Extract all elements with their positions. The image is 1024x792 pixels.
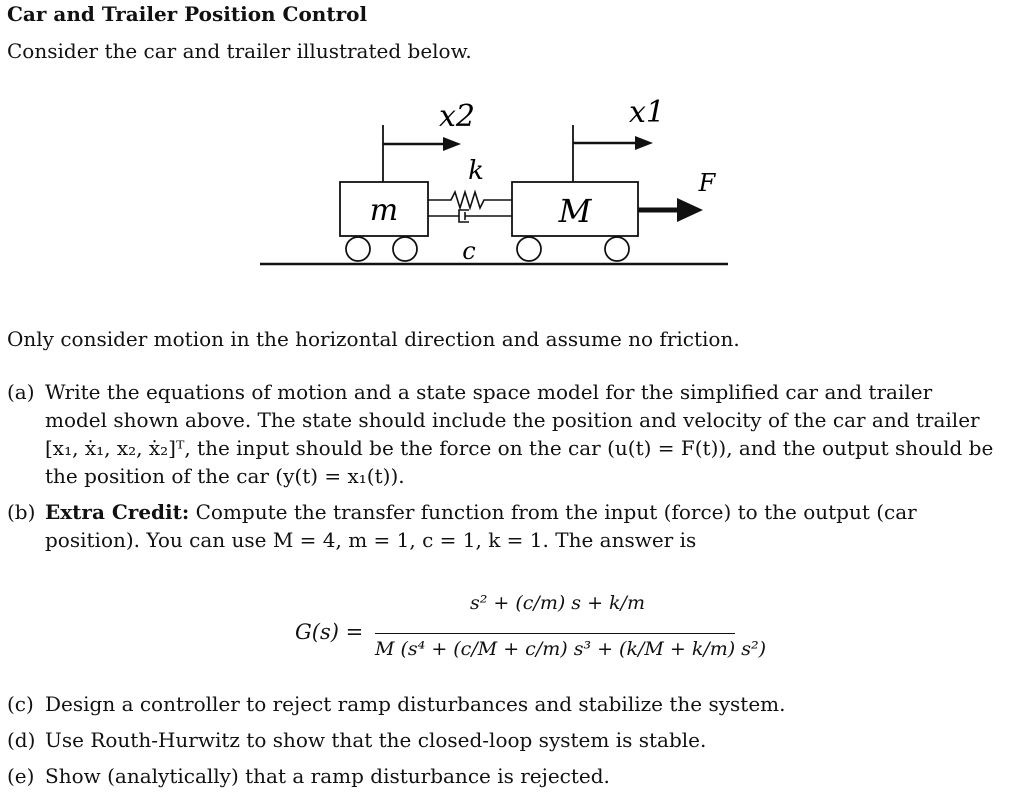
part-a-text: Write the equations of motion and a state space model for the simplified car and trailer model shown above. The state should include the position and velocity of the car and trailer [x₁, ẋ₁, x₂, ẋ₂]ᵀ, the input should be the force on the car (u(t) = F(t)), and the output should be the position of the car (y(t) = x₁(t)). <box>45 380 994 488</box>
extra-credit-label: Extra Credit: <box>45 500 190 524</box>
x1-label: x1 <box>628 96 666 130</box>
part-b-body <box>45 498 995 554</box>
fraction-bar <box>375 633 735 634</box>
trailer-mass-label: m <box>369 193 399 228</box>
part-d-label: (d) <box>7 728 36 752</box>
problem-title: Car and Trailer Position Control <box>7 2 368 26</box>
intro-text: Consider the car and trailer illustrated below. <box>7 39 472 63</box>
part-e-text: Show (analytically) that a ramp disturbance is rejected. <box>45 764 610 788</box>
assumption-note: Only consider motion in the horizontal direction and assume no friction. <box>7 327 740 351</box>
car-wheel-right <box>605 237 629 261</box>
x2-label: x2 <box>438 99 476 134</box>
equation-numerator: s² + (c/m) s + k/m <box>470 592 645 614</box>
equation-denominator: M (s⁴ + (c/M + c/m) s³ + (k/M + k/m) s²) <box>375 638 767 660</box>
part-c-text: Design a controller to reject ramp disturbances and stabilize the system. <box>45 692 786 716</box>
trailer-wheel-left <box>346 237 370 261</box>
part-b-text: Compute the transfer function from the input (force) to the output (car position). You can use M = 4, m = 1, c = 1, k = 1. The answer is <box>45 500 917 552</box>
equation-lhs: G(s) = <box>295 620 364 644</box>
car-mass-label: M <box>558 192 592 230</box>
part-b-label: (b) <box>7 500 36 524</box>
damper <box>428 210 512 222</box>
part-e-label: (e) <box>7 764 35 788</box>
force-label: F <box>698 169 716 197</box>
part-c-label: (c) <box>7 692 34 716</box>
part-d-text: Use Routh-Hurwitz to show that the closed-loop system is stable. <box>45 728 707 752</box>
damper-label: c <box>462 237 476 265</box>
part-a-label: (a) <box>7 380 35 404</box>
car-wheel-left <box>517 237 541 261</box>
transfer-function-equation <box>295 592 767 676</box>
car-trailer-diagram <box>255 96 735 276</box>
spring-label: k <box>468 156 484 186</box>
trailer-wheel-right <box>393 237 417 261</box>
spring <box>428 192 512 208</box>
